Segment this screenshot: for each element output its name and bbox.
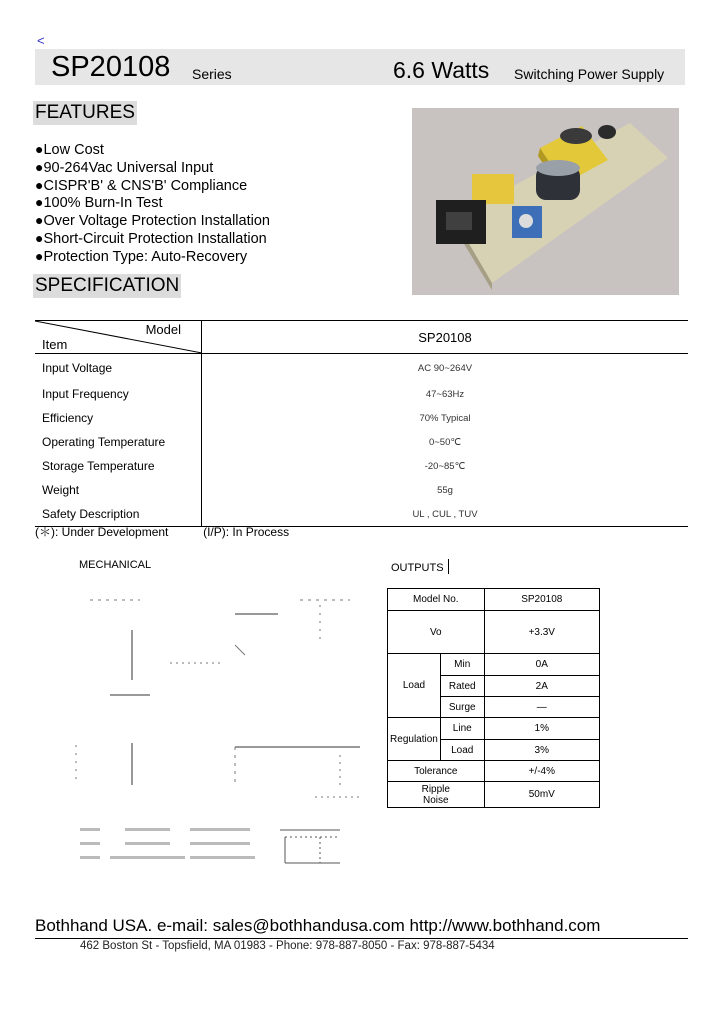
spec-item: Weight xyxy=(35,478,202,502)
spec-item: Safety Description xyxy=(35,502,202,527)
outputs-load-rated-value: 2A xyxy=(484,676,599,697)
outputs-ripple-value: 50mV xyxy=(484,782,599,808)
outputs-reg-load-label: Load xyxy=(440,740,484,761)
feature-item: ●Low Cost xyxy=(35,141,104,158)
table-row xyxy=(388,589,600,611)
email-label: e-mail: xyxy=(156,916,208,935)
spec-item: Storage Temperature xyxy=(35,454,202,478)
spec-header-model: Model xyxy=(145,322,181,337)
bullet-icon: ● xyxy=(35,176,44,193)
features-heading: FEATURES xyxy=(35,102,135,123)
table-row xyxy=(388,782,600,808)
spec-model-name: SP20108 xyxy=(418,329,472,345)
spec-value: -20~85℃ xyxy=(424,460,466,472)
table-row xyxy=(388,718,600,740)
table-row xyxy=(388,761,600,782)
model-title: SP20108 xyxy=(51,51,171,83)
spec-value: 0~50℃ xyxy=(428,436,462,448)
feature-item: ●90-264Vac Universal Input xyxy=(35,158,214,176)
outputs-model-value: SP20108 xyxy=(484,589,599,611)
spec-item: Input Voltage xyxy=(35,354,202,383)
back-link[interactable]: < xyxy=(37,33,45,48)
footer-divider xyxy=(35,938,688,939)
outputs-tolerance-label: Tolerance xyxy=(388,761,485,782)
specification-table xyxy=(35,320,688,527)
table-row xyxy=(388,611,600,654)
outputs-load-min-value: 0A xyxy=(484,654,599,676)
outputs-load-rated-label: Rated xyxy=(440,676,484,697)
product-type-label: Switching Power Supply xyxy=(514,66,665,82)
spec-value: 55g xyxy=(437,484,453,496)
outputs-load-surge-value: — xyxy=(484,697,599,718)
mechanical-title: MECHANICAL xyxy=(79,559,152,571)
table-row xyxy=(35,382,688,406)
outputs-regulation-label: Regulation xyxy=(388,718,441,761)
spec-value: AC 90~264V xyxy=(417,362,473,374)
outputs-line-value: 1% xyxy=(484,718,599,740)
feature-item: ●Short-Circuit Protection Installation xyxy=(35,229,267,247)
spec-header-row xyxy=(35,321,688,354)
outputs-tolerance-value: +/-4% xyxy=(484,761,599,782)
bullet-icon: ● xyxy=(35,158,44,175)
table-row xyxy=(388,654,600,676)
outputs-vo-label: Vo xyxy=(388,611,485,654)
spec-corner-cell xyxy=(35,321,202,354)
bullet-icon: ● xyxy=(35,141,44,157)
spec-value: 70% Typical xyxy=(419,412,471,424)
email-link[interactable]: sales@bothhandusa.com xyxy=(212,916,405,935)
table-row xyxy=(35,478,688,502)
feature-item: ●CISPR'B' & CNS'B' Compliance xyxy=(35,176,248,194)
bullet-icon: ● xyxy=(35,194,44,211)
table-row xyxy=(35,454,688,478)
outputs-ripple-label: Ripple Noise xyxy=(388,782,485,808)
footer-address: 462 Boston St - Topsfield, MA 01983 - Phone: 978-887-8050 - Fax: 978-887-5434 xyxy=(80,940,495,952)
outputs-reg-load-value: 3% xyxy=(484,740,599,761)
outputs-load-min-label: Min xyxy=(440,654,484,676)
wattage-label: 6.6 Watts xyxy=(393,57,490,83)
feature-item: ●Over Voltage Protection Installation xyxy=(35,212,270,230)
spec-item: Input Frequency xyxy=(35,382,202,406)
outputs-vo-value: +3.3V xyxy=(484,611,599,654)
bullet-icon: ● xyxy=(35,247,44,264)
feature-item: ●100% Burn-In Test xyxy=(35,194,163,212)
outputs-load-surge-label: Surge xyxy=(440,697,484,718)
outputs-title: OUTPUTS xyxy=(391,559,449,574)
website-link[interactable]: http://www.bothhand.com xyxy=(409,916,601,935)
legend-under-development: (＊): Under Development xyxy=(35,525,169,539)
spec-item: Operating Temperature xyxy=(35,430,202,454)
specification-heading: SPECIFICATION xyxy=(35,275,180,296)
table-row xyxy=(35,354,688,383)
text-cursor xyxy=(448,559,449,574)
spec-value: 47~63Hz xyxy=(425,388,465,400)
bullet-icon: ● xyxy=(35,229,44,246)
spec-header-item: Item xyxy=(42,337,68,352)
outputs-model-label: Model No. xyxy=(388,589,485,611)
bullet-icon: ● xyxy=(35,212,44,229)
features-list xyxy=(35,141,270,266)
table-row xyxy=(35,406,688,430)
footer-contact xyxy=(35,916,600,936)
legend-in-process: (I/P): In Process xyxy=(203,525,290,539)
series-label: Series xyxy=(192,66,232,82)
feature-item: ●Protection Type: Auto-Recovery xyxy=(35,247,248,265)
spec-value: UL , CUL , TUV xyxy=(412,508,478,520)
spec-item: Efficiency xyxy=(35,406,202,430)
outputs-line-label: Line xyxy=(440,718,484,740)
mechanical-drawing xyxy=(70,585,370,875)
spec-legend xyxy=(35,523,289,540)
company-name: Bothhand USA. xyxy=(35,916,153,935)
table-row xyxy=(35,430,688,454)
outputs-load-label: Load xyxy=(388,654,441,718)
product-photo xyxy=(412,108,679,295)
outputs-table xyxy=(387,588,600,808)
